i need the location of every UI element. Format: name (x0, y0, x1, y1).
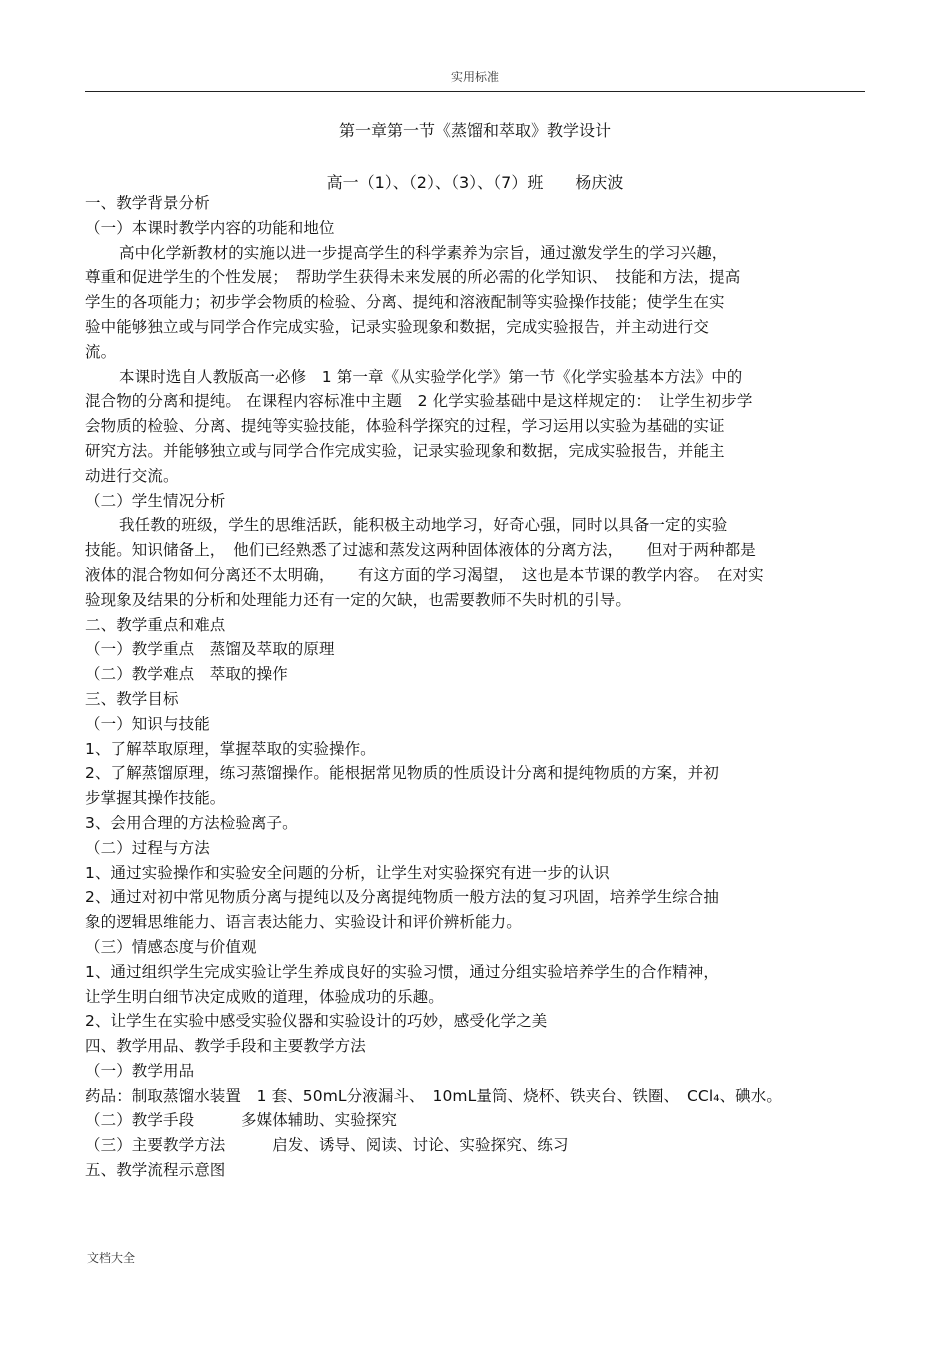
paragraph-line: 会物质的检验、分离、提纯等实验技能，体验科学探究的过程，学习运用以实验为基础的实证 (85, 417, 725, 436)
paragraph-line: 本课时选自人教版高一必修 1 第一章《从实验学化学》第一节《化学实验基本方法》中的 (119, 367, 743, 386)
subsection-heading: （一）本课时教学内容的功能和地位 (85, 218, 335, 237)
section-heading: 四、教学用品、教学手段和主要教学方法 (85, 1037, 366, 1056)
document-subtitle: 高一（1）、（2）、（3）、（7）班 杨庆波 (326, 173, 624, 192)
section-heading: 一、教学背景分析 (85, 194, 210, 212)
header-rule (85, 91, 865, 92)
paragraph-line: 我任教的班级，学生的思维活跃，能积极主动地学习，好奇心强，同时以具备一定的实验 (119, 516, 728, 535)
paragraph-line: 尊重和促进学生的个性发展； 帮助学生获得未来发展的所必需的化学知识、 技能和方法，提高 (85, 268, 741, 287)
paragraph-line: 验现象及结果的分析和处理能力还有一定的欠缺，也需要教师不失时机的引导。 (85, 590, 632, 609)
paragraph-line: 动进行交流。 (85, 466, 179, 485)
list-item: 象的逻辑思维能力、语言表达能力、实验设计和评价辨析能力。 (85, 913, 522, 932)
list-item: 步掌握其操作技能。 (85, 789, 226, 808)
subsection-heading: （三）主要教学方法 启发、诱导、阅读、讨论、实验探究、练习 (85, 1136, 569, 1155)
section-heading: 五、教学流程示意图 (85, 1161, 226, 1180)
paragraph-line: 药品：制取蒸馏水装置 1 套、50mL分液漏斗、 10mL量筒、烧杯、铁夹台、铁圈、 CCl₄、碘水。 (85, 1086, 782, 1105)
subsection-heading: （一）知识与技能 (85, 714, 210, 733)
list-item: 3、会用合理的方法检验离子。 (85, 813, 298, 832)
subsection-heading: （二）教学手段 多媒体辅助、实验探究 (85, 1111, 398, 1130)
page-header: 实用标准 (450, 70, 499, 84)
paragraph-line: 混合物的分离和提纯。 在课程内容标准中主题 2 化学实验基础中是这样规定的： 让学生初步学 (85, 392, 753, 411)
list-item: 2、了解蒸馏原理，练习蒸馏操作。能根据常见物质的性质设计分离和提纯物质的方案，并初 (85, 764, 719, 783)
paragraph-line: 高中化学新教材的实施以进一步提高学生的科学素养为宗旨，通过激发学生的学习兴趣， (119, 243, 728, 262)
section-heading: 二、教学重点和难点 (85, 615, 226, 634)
list-item: 1、了解萃取原理，掌握萃取的实验操作。 (85, 739, 376, 758)
subsection-heading: （一）教学重点 蒸馏及萃取的原理 (85, 640, 335, 659)
paragraph-line: 研究方法。并能够独立或与同学合作完成实验，记录实验现象和数据，完成实验报告，并能主 (85, 441, 725, 460)
paragraph-line: 流。 (85, 342, 117, 361)
subsection-heading: （一）教学用品 (85, 1061, 195, 1080)
subsection-heading: （二）教学难点 萃取的操作 (85, 665, 288, 684)
section-heading: 三、教学目标 (85, 689, 179, 708)
list-item: 1、通过实验操作和实验安全问题的分析，让学生对实验探究有进一步的认识 (85, 863, 610, 882)
list-item: 2、让学生在实验中感受实验仪器和实验设计的巧妙，感受化学之美 (85, 1012, 548, 1031)
page-footer: 文档大全 (87, 1251, 136, 1265)
list-item: 1、通过组织学生完成实验让学生养成良好的实验习惯，通过分组实验培养学生的合作精神， (85, 962, 719, 981)
document-title: 第一章第一节《蒸馏和萃取》教学设计 (338, 121, 611, 140)
list-item: 2、通过对初中常见物质分离与提纯以及分离提纯物质一般方法的复习巩固，培养学生综合抽 (85, 888, 719, 907)
list-item: 让学生明白细节决定成败的道理，体验成功的乐趣。 (85, 987, 444, 1006)
subsection-heading: （三）情感态度与价值观 (85, 937, 257, 956)
paragraph-line: 验中能够独立或与同学合作完成实验，记录实验现象和数据，完成实验报告，并主动进行交 (85, 317, 710, 336)
subsection-heading: （二）学生情况分析 (85, 491, 226, 510)
paragraph-line: 液体的混合物如何分离还不太明确， 有这方面的学习渴望， 这也是本节课的教学内容。 在对实 (85, 565, 764, 584)
document-body (85, 191, 875, 1183)
paragraph-line: 学生的各项能力；初步学会物质的检验、分离、提纯和溶液配制等实验操作技能；使学生在实 (85, 293, 725, 312)
paragraph-line: 技能。知识储备上， 他们已经熟悉了过滤和蒸发这两种固体液体的分离方法， 但对于两种都是 (85, 541, 756, 560)
subsection-heading: （二）过程与方法 (85, 838, 210, 857)
